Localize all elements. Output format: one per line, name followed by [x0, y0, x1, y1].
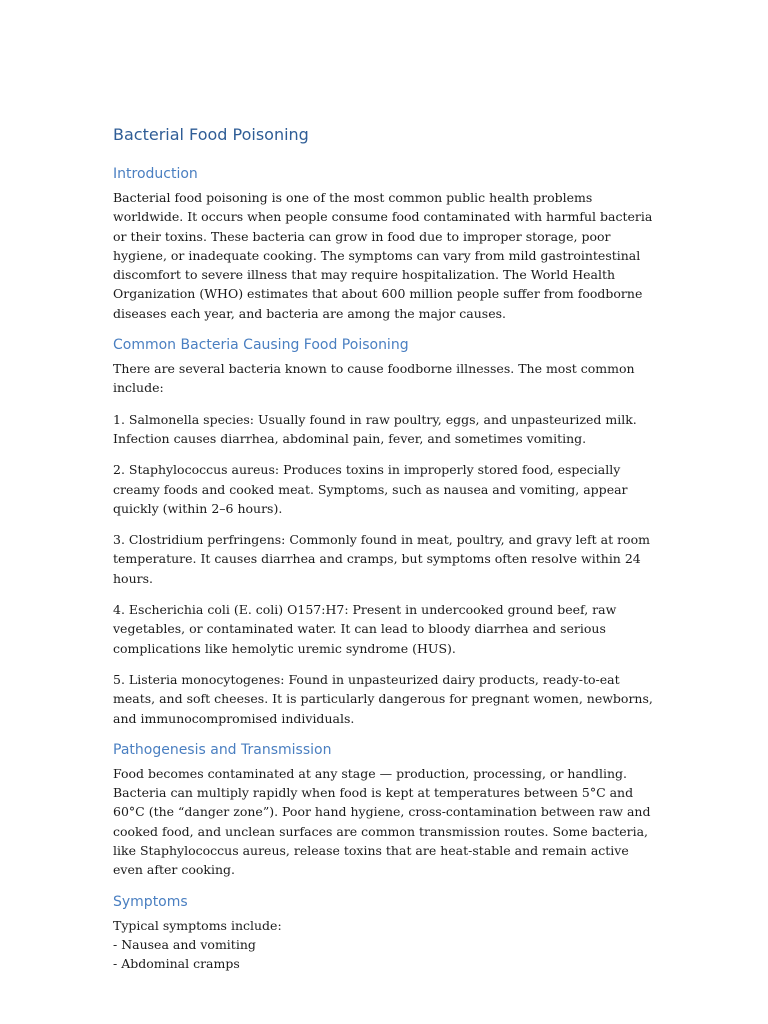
heading-common-bacteria: Common Bacteria Causing Food Poisoning — [113, 337, 409, 354]
symptom-item-cramps: - Abdominal cramps — [113, 956, 240, 972]
common-bacteria-intro: There are several bacteria known to cause foodborne illnesses. The most common include: — [113, 361, 635, 396]
heading-introduction: Introduction — [113, 166, 198, 182]
bacteria-item-ecoli: 4. Escherichia coli (E. coli) O157:H7: Present in undercooked ground beef, raw vegetables, or contaminated water. It can lead to bloody diarrhea and serious complications like hemolytic uremic syndrome (HUS). — [113, 602, 617, 656]
document-body — [113, 124, 658, 986]
introduction-paragraph: Bacterial food poisoning is one of the most common public health problems worldwide. It occurs when people consume food contaminated with harmful bacteria or their toxins. These bacteria can grow in food due to improper storage, poor hygiene, or inadequate cooking. The symptoms can vary from mild gastrointestinal discomfort to severe illness that may require hospitalization. The World Health Organization (WHO) estimates that about 600 million people suffer from foodborne diseases each year, and bacteria are among the major causes. — [113, 190, 653, 321]
bacteria-item-clostridium: 3. Clostridium perfringens: Commonly found in meat, poultry, and gravy left at room temperature. It causes diarrhea and cramps, but symptoms often resolve within 24 hours. — [113, 532, 650, 586]
section-symptoms — [113, 892, 658, 974]
document-title: Bacterial Food Poisoning — [113, 125, 309, 144]
bacteria-item-salmonella: 1. Salmonella species: Usually found in raw poultry, eggs, and unpasteurized milk. Infection causes diarrhea, abdominal pain, fever, and sometimes vomiting. — [113, 411, 637, 446]
section-common-bacteria — [113, 335, 658, 728]
section-pathogenesis — [113, 740, 658, 880]
symptom-item-nausea: - Nausea and vomiting — [113, 936, 256, 952]
heading-pathogenesis: Pathogenesis and Transmission — [113, 741, 332, 758]
symptoms-intro-line: Typical symptoms include: — [113, 917, 282, 933]
pathogenesis-paragraph: Food becomes contaminated at any stage — production, processing, or handling. Bacteria can multiply rapidly when food is kept at temperatures between 5°C and 60°C (the “danger zone”). Poor hand hygiene, cross-contamination between raw and cooked food, and unclean surfaces are common transmission routes. Some bacteria, like Staphylococcus aureus, release toxins that are heat-stable and remain active even after cooking. — [113, 765, 651, 878]
heading-symptoms: Symptoms — [113, 893, 188, 910]
bacteria-item-listeria: 5. Listeria monocytogenes: Found in unpasteurized dairy products, ready-to-eat meats, and soft cheeses. It is particularly dangerous for pregnant women, newborns, and immunocompromised individuals. — [113, 671, 653, 726]
bacteria-item-staphylococcus: 2. Staphylococcus aureus: Produces toxins in improperly stored food, especially creamy foods and cooked meat. Symptoms, such as nausea and vomiting, appear quickly (within 2–6 hours). — [113, 462, 628, 516]
section-introduction — [113, 164, 658, 323]
